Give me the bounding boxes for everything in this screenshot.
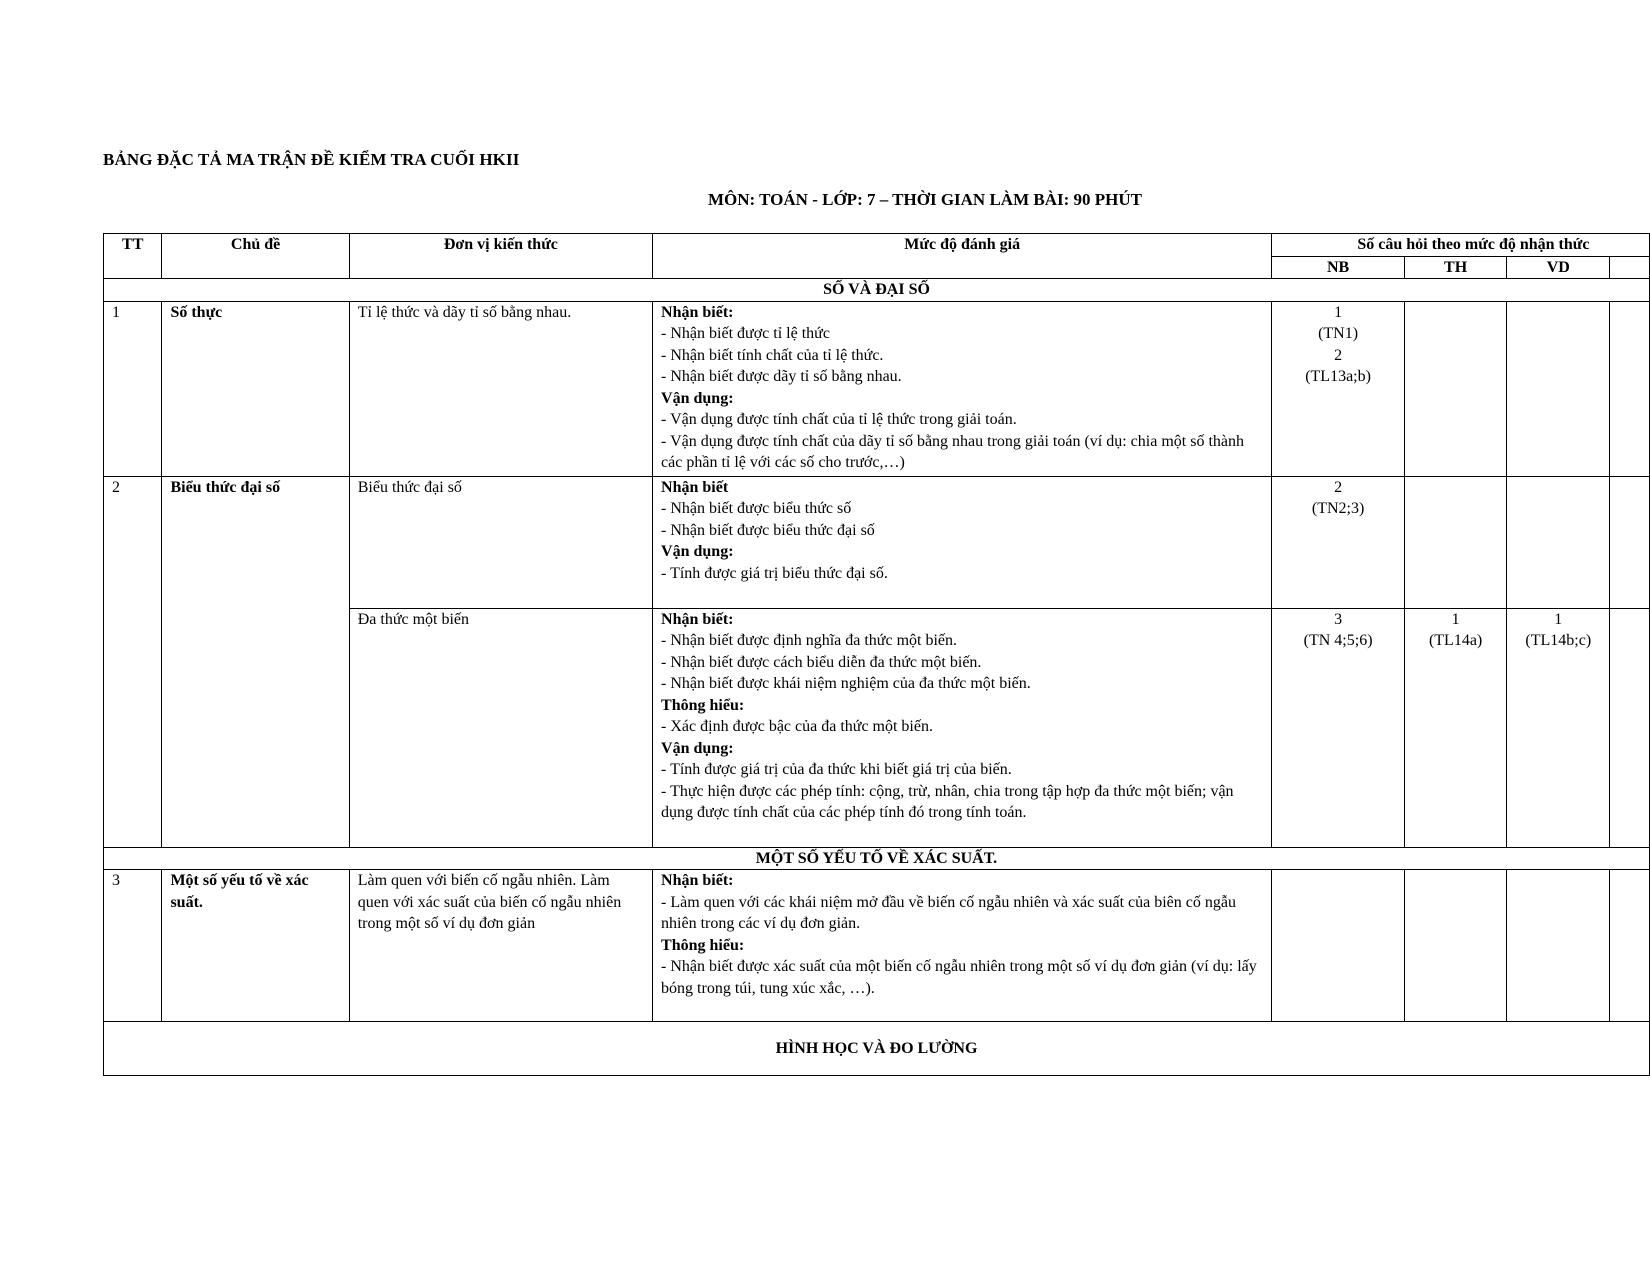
header-vd: VD (1507, 256, 1610, 279)
row-1-nb (1272, 301, 1404, 476)
criteria-item: - Tính được giá trị biểu thức đại số. (661, 564, 888, 582)
question-count-line: (TL14b;c) (1525, 632, 1592, 649)
criteria-heading: Vận dụng: (661, 543, 734, 560)
criteria-heading: Nhận biết: (661, 610, 734, 628)
section-hinh-hoc: HÌNH HỌC VÀ ĐO LƯỜNG (104, 1022, 1650, 1076)
criteria-item: - Vận dụng được tính chất của tỉ lệ thức trong giải toán. (661, 411, 1017, 428)
header-vdc (1610, 256, 1650, 279)
page-title: BẢNG ĐẶC TẢ MA TRẬN ĐỀ KIỂM TRA CUỐI HKII (103, 150, 520, 169)
criteria-item: - Thực hiện được các phép tính: cộng, trừ, nhân, chia trong tập hợp đa thức một biến; vận dụng được tính chất của các phép tính đó trong tính toán. (661, 782, 1234, 821)
row-2b-th (1404, 608, 1507, 847)
page-subtitle: MÔN: TOÁN - LỚP: 7 – THỜI GIAN LÀM BÀI: 90 PHÚT (708, 190, 1142, 209)
question-count-line: (TN 4;5;6) (1303, 632, 1373, 649)
row-1-muc-do (653, 301, 1272, 476)
row-2-chu-de: Biểu thức đại số (162, 476, 349, 847)
criteria-item: - Nhận biết được biểu thức đại số (661, 521, 875, 539)
section-xac-suat: MỘT SỐ YẾU TỐ VỀ XÁC SUẤT. (104, 847, 1650, 870)
section-so-dai-so: SỐ VÀ ĐẠI SỐ (104, 279, 1650, 302)
header-chu-de: Chủ đề (162, 234, 349, 279)
criteria-item: - Nhận biết được xác suất của một biến cố ngẫu nhiên trong một số ví dụ đơn giản (ví dụ: lấy bóng trong túi, tung xúc xắc, …). (661, 958, 1257, 997)
row-2a-muc-do (653, 476, 1272, 608)
row-2a-vdc (1610, 476, 1650, 608)
row-3-th (1404, 870, 1507, 1022)
criteria-item: - Xác định được bậc của đa thức một biến. (661, 718, 933, 735)
row-1-chu-de: Số thực (162, 301, 349, 476)
row-3-chu-de: Một số yếu tố về xác suất. (162, 870, 349, 1022)
criteria-heading: Nhận biết: (661, 303, 734, 321)
header-nb: NB (1272, 256, 1404, 279)
criteria-item: - Nhận biết được định nghĩa đa thức một biến. (661, 632, 958, 649)
header-don-vi: Đơn vị kiến thức (349, 234, 652, 279)
row-2b-nb (1272, 608, 1404, 847)
row-1-vdc (1610, 301, 1650, 476)
header-so-cau: Số câu hỏi theo mức độ nhận thức (1272, 234, 1650, 257)
row-3-vd (1507, 870, 1610, 1022)
row-2-tt: 2 (104, 476, 162, 847)
criteria-item: - Nhận biết được biểu thức số (661, 500, 852, 517)
question-count-line: (TL13a;b) (1305, 368, 1371, 385)
criteria-item: - Nhận biết được tỉ lệ thức (661, 325, 830, 342)
question-count-line: 1 (1554, 610, 1563, 628)
criteria-heading: Nhận biết: (661, 872, 734, 889)
question-count-line: (TN1) (1318, 325, 1359, 342)
question-count-line: (TN2;3) (1311, 500, 1365, 517)
question-count-line: 3 (1334, 610, 1343, 628)
question-count-line: 2 (1334, 346, 1343, 364)
row-3-nb (1272, 870, 1404, 1022)
row-2b-vdc (1610, 608, 1650, 847)
header-tt: TT (104, 234, 162, 279)
question-count-line: 2 (1334, 478, 1343, 496)
criteria-heading: Vận dụng: (661, 389, 734, 407)
criteria-item: - Nhận biết tính chất của tỉ lệ thức. (661, 346, 884, 364)
row-1-th (1404, 301, 1507, 476)
criteria-heading: Vận dụng: (661, 739, 734, 757)
question-count-line: 1 (1451, 610, 1460, 628)
question-count-line: (TL14a) (1428, 632, 1483, 649)
row-2b-don-vi: Đa thức một biến (349, 608, 652, 847)
criteria-heading: Thông hiểu: (661, 936, 745, 954)
question-count-line: 1 (1334, 303, 1343, 321)
criteria-item: - Làm quen với các khái niệm mở đầu về biến cố ngẫu nhiên và xác suất của biên cố ngẫu nhiên trong các ví dụ đơn giản. (661, 893, 1236, 932)
row-2b-muc-do (653, 608, 1272, 847)
criteria-item: - Nhận biết được dãy tỉ số bằng nhau. (661, 368, 902, 385)
row-2a-don-vi: Biểu thức đại số (349, 476, 652, 608)
row-2b-vd (1507, 608, 1610, 847)
criteria-item: - Nhận biết được cách biểu diễn đa thức một biến. (661, 653, 982, 671)
row-1-vd (1507, 301, 1610, 476)
header-th: TH (1404, 256, 1507, 279)
row-2a-nb (1272, 476, 1404, 608)
row-3-vdc (1610, 870, 1650, 1022)
criteria-item: - Nhận biết được khái niệm nghiệm của đa thức một biến. (661, 675, 1031, 692)
row-3-tt: 3 (104, 870, 162, 1022)
row-1-don-vi: Tỉ lệ thức và dãy tỉ số bằng nhau. (349, 301, 652, 476)
row-3-muc-do (653, 870, 1272, 1022)
row-2a-th (1404, 476, 1507, 608)
spec-table (103, 233, 1650, 1076)
criteria-item: - Vận dụng được tính chất của dãy tỉ số bằng nhau trong giải toán (ví dụ: chia một số thành các phần tỉ lệ với các số cho trước,…) (661, 432, 1244, 471)
row-1-tt: 1 (104, 301, 162, 476)
criteria-heading: Thông hiểu: (661, 696, 745, 714)
criteria-item: - Tính được giá trị của đa thức khi biết giá trị của biến. (661, 761, 1012, 778)
row-3-don-vi: Làm quen với biến cố ngẫu nhiên. Làm quen với xác suất của biến cố ngẫu nhiên trong một số ví dụ đơn giản (349, 870, 652, 1022)
row-2a-vd (1507, 476, 1610, 608)
header-muc-do: Mức độ đánh giá (653, 234, 1272, 279)
criteria-heading: Nhận biết (661, 478, 729, 496)
